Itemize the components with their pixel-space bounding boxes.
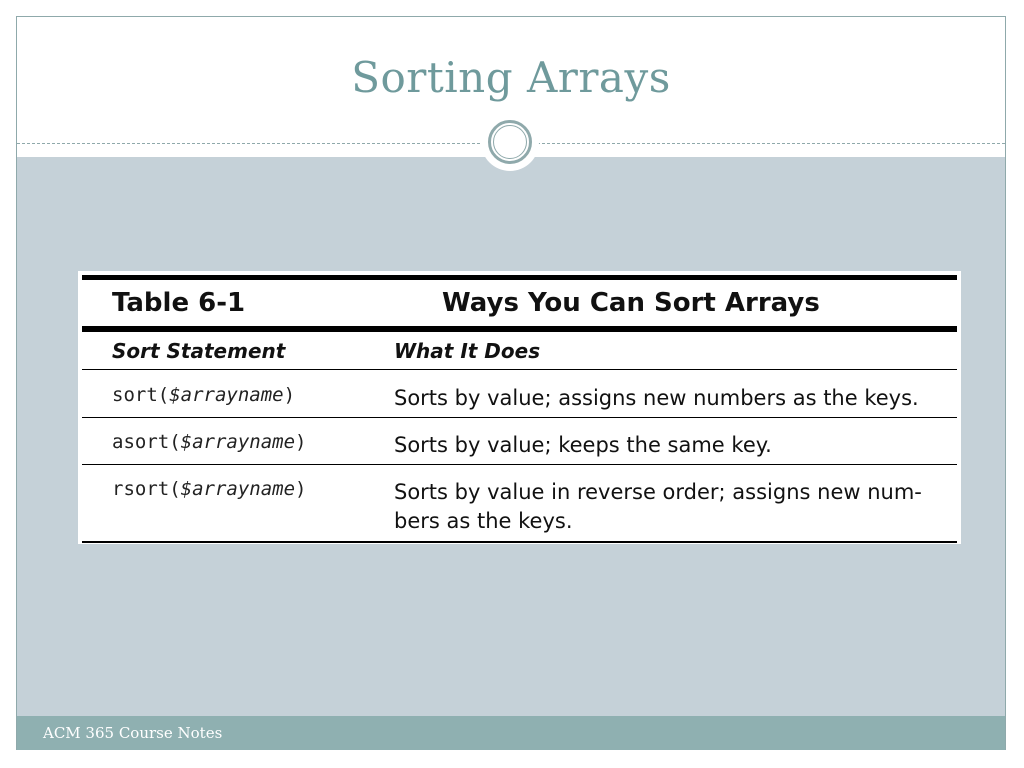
column-header-description: What It Does bbox=[394, 338, 541, 363]
table-row bbox=[82, 370, 957, 418]
sort-statement: sort($arrayname) bbox=[112, 384, 296, 406]
table-row bbox=[82, 465, 957, 543]
column-header-row bbox=[82, 332, 957, 370]
table-row bbox=[82, 418, 957, 465]
sort-description: Sorts by value in reverse order; assigns new num-bers as the keys. bbox=[394, 480, 922, 533]
sort-table bbox=[78, 271, 961, 544]
footer-text: ACM 365 Course Notes bbox=[43, 724, 223, 742]
column-header-statement: Sort Statement bbox=[112, 338, 286, 363]
sort-statement: asort($arrayname) bbox=[112, 431, 307, 453]
sort-description: Sorts by value; assigns new numbers as the keys. bbox=[394, 386, 919, 410]
table-number: Table 6-1 bbox=[112, 288, 246, 318]
sort-description: Sorts by value; keeps the same key. bbox=[394, 433, 772, 457]
table-caption: Ways You Can Sort Arrays bbox=[442, 288, 820, 318]
footer-bar bbox=[17, 716, 1005, 750]
table-header bbox=[82, 280, 957, 332]
circle-ornament-icon bbox=[481, 113, 539, 171]
sort-statement: rsort($arrayname) bbox=[112, 478, 307, 500]
slide-title: Sorting Arrays bbox=[351, 53, 671, 102]
slide-frame bbox=[16, 16, 1006, 750]
